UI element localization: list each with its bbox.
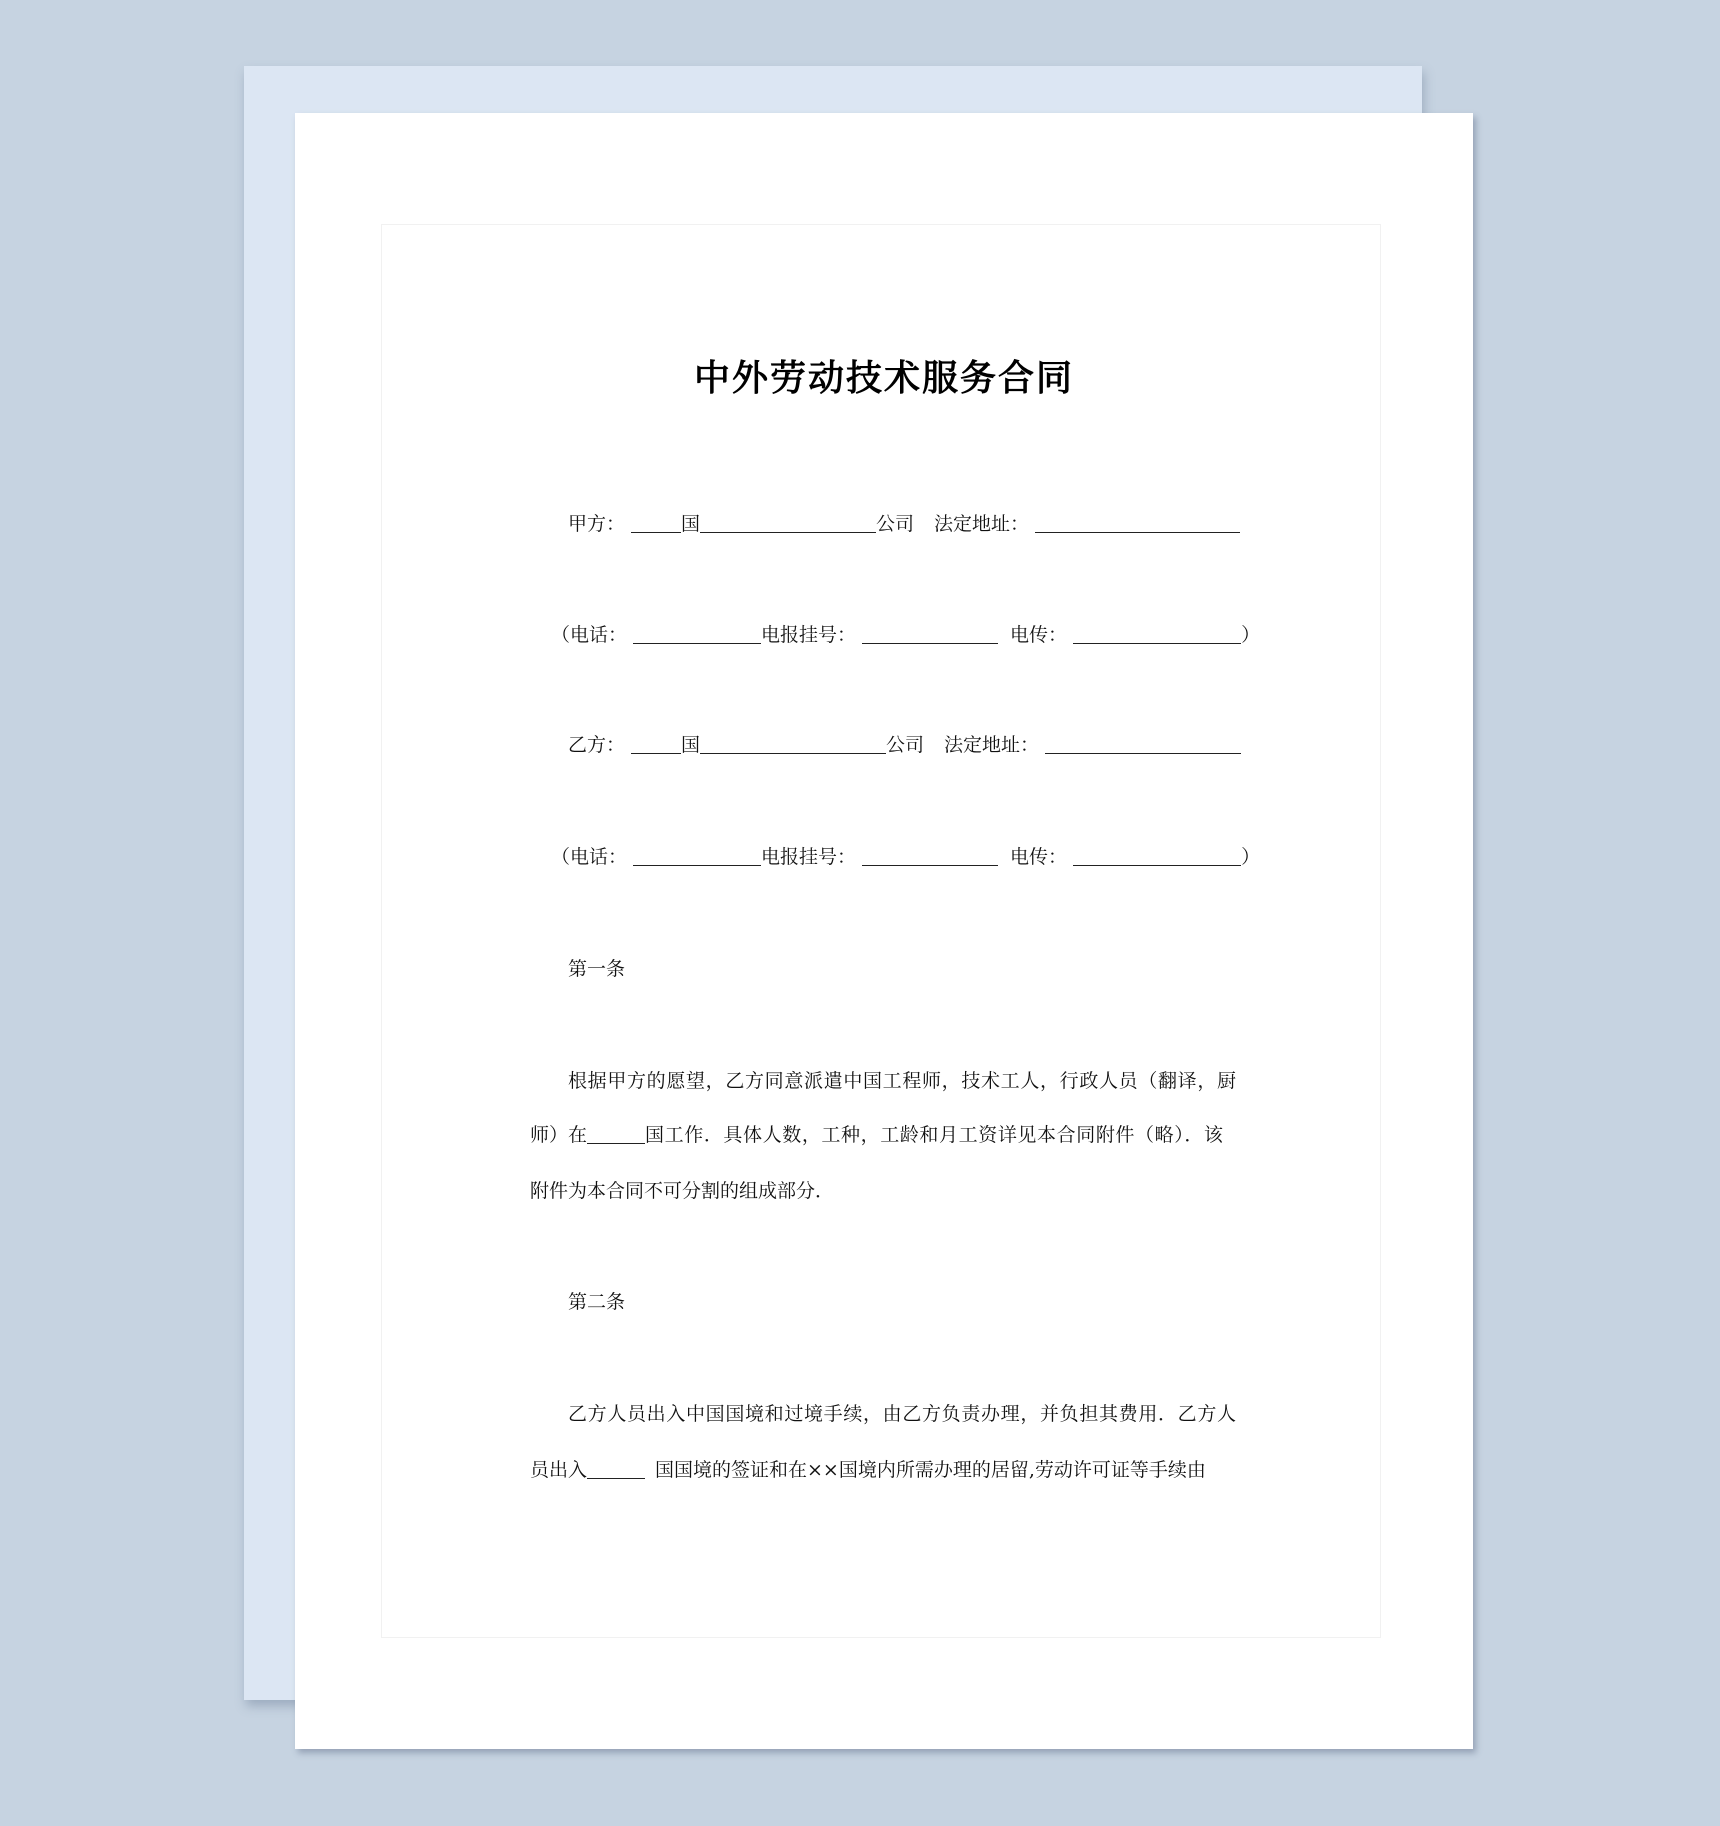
party-a-label: 甲方： <box>568 513 626 535</box>
party-a-fax-blank[interactable] <box>1073 623 1241 644</box>
party-a-company-suffix: 公司 <box>876 513 915 535</box>
article-2-line-2 <box>530 1458 1236 1482</box>
party-b-telegram-label: 电报挂号： <box>761 846 857 868</box>
party-b-country-blank[interactable] <box>631 733 681 754</box>
article-1-line-2-rest: 国工作．具体人数，工种，工龄和月工资详见本合同附件（略）．该 <box>645 1124 1224 1146</box>
party-b-line <box>568 733 1241 757</box>
article-2-line-1: 乙方人员出入中国国境和过境手续，由乙方负责办理，并负担其费用．乙方人 <box>568 1403 1236 1425</box>
article-2-line-2-start: 员出入 <box>530 1459 588 1481</box>
article-1-line-2-start: 师）在 <box>530 1124 588 1146</box>
party-b-fax-label: 电传： <box>1010 846 1068 868</box>
party-a-telegram-label: 电报挂号： <box>761 624 857 646</box>
party-b-contact-line <box>551 845 1260 869</box>
article-1-heading: 第一条 <box>568 958 626 980</box>
party-a-address-blank[interactable] <box>1035 512 1240 533</box>
party-a-contact-line <box>551 623 1260 647</box>
party-b-telegram-blank[interactable] <box>862 845 998 866</box>
party-a-company-blank[interactable] <box>700 512 876 533</box>
party-a-telegram-blank[interactable] <box>862 623 998 644</box>
party-a-line <box>568 512 1240 536</box>
close-paren: ） <box>1241 846 1261 868</box>
party-b-address-blank[interactable] <box>1045 733 1241 754</box>
article-2-country-blank[interactable] <box>587 1458 645 1479</box>
party-b-company-suffix: 公司 <box>886 734 925 756</box>
article-2-line-2-rest: 国国境的签证和在××国境内所需办理的居留,劳动许可证等手续由 <box>655 1459 1206 1481</box>
party-b-phone-label: 电话： <box>570 846 628 868</box>
party-a-phone-label: 电话： <box>570 624 628 646</box>
party-a-phone-blank[interactable] <box>633 623 761 644</box>
party-b-company-blank[interactable] <box>700 733 886 754</box>
open-paren: （ <box>551 624 571 646</box>
document-title: 中外劳动技术服务合同 <box>693 358 1074 399</box>
party-a-country-suffix: 国 <box>681 513 701 535</box>
party-b-country-suffix: 国 <box>681 734 701 756</box>
party-b-address-label: 法定地址： <box>944 734 1040 756</box>
document-page <box>295 113 1473 1749</box>
article-1-country-blank[interactable] <box>587 1123 645 1144</box>
party-a-country-blank[interactable] <box>631 512 681 533</box>
party-a-fax-label: 电传： <box>1010 624 1068 646</box>
party-b-fax-blank[interactable] <box>1073 845 1241 866</box>
article-2-heading: 第二条 <box>568 1291 626 1313</box>
party-b-label: 乙方： <box>568 734 626 756</box>
open-paren: （ <box>551 846 571 868</box>
article-1-line-3: 附件为本合同不可分割的组成部分． <box>530 1180 835 1202</box>
party-b-phone-blank[interactable] <box>633 845 761 866</box>
party-a-address-label: 法定地址： <box>934 513 1030 535</box>
article-1-line-1: 根据甲方的愿望，乙方同意派遣中国工程师，技术工人，行政人员（翻译，厨 <box>568 1070 1236 1092</box>
close-paren: ） <box>1241 624 1261 646</box>
article-1-line-2 <box>530 1123 1236 1147</box>
